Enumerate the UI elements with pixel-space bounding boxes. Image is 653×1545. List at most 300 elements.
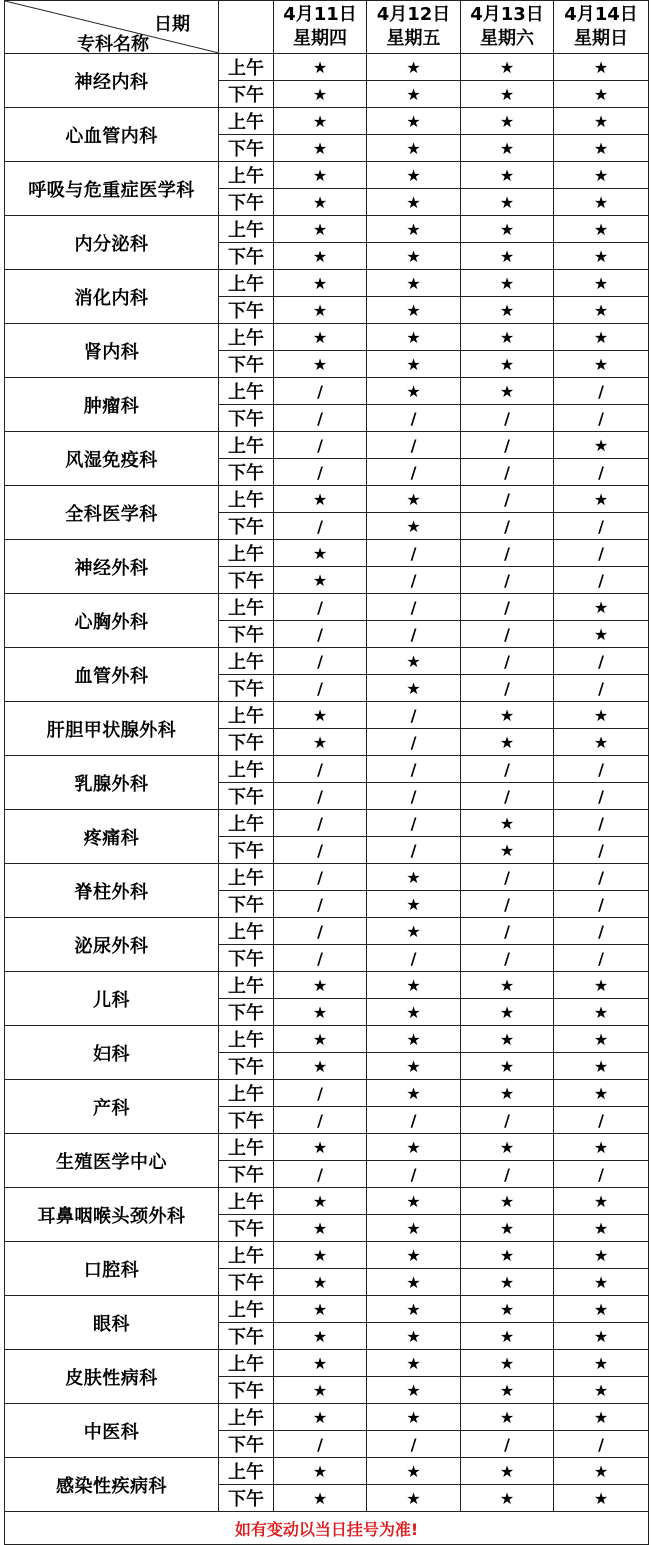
availability-cell: ★: [274, 54, 367, 81]
period-afternoon: 下午: [219, 189, 274, 216]
availability-cell: /: [554, 1161, 649, 1188]
availability-cell: ★: [367, 486, 461, 513]
period-afternoon: 下午: [219, 81, 274, 108]
period-afternoon: 下午: [219, 351, 274, 378]
schedule-row: [5, 216, 649, 243]
availability-cell: ★: [461, 1350, 554, 1377]
availability-cell: ★: [274, 324, 367, 351]
availability-cell: ★: [274, 1485, 367, 1512]
availability-cell: /: [274, 378, 367, 405]
period-afternoon: 下午: [219, 999, 274, 1026]
availability-cell: ★: [367, 243, 461, 270]
availability-cell: ★: [367, 1215, 461, 1242]
department-name: 全科医学科: [5, 486, 219, 540]
period-afternoon: 下午: [219, 1323, 274, 1350]
availability-cell: /: [554, 945, 649, 972]
availability-cell: ★: [461, 1080, 554, 1107]
schedule-row: [5, 1296, 649, 1323]
period-afternoon: 下午: [219, 459, 274, 486]
period-morning: 上午: [219, 378, 274, 405]
period-morning: 上午: [219, 54, 274, 81]
period-afternoon: 下午: [219, 1215, 274, 1242]
period-morning: 上午: [219, 594, 274, 621]
availability-cell: /: [461, 756, 554, 783]
header-date-cell: [367, 1, 461, 54]
schedule-sheet: [4, 0, 648, 1545]
period-afternoon: 下午: [219, 513, 274, 540]
availability-cell: /: [461, 1431, 554, 1458]
period-morning: 上午: [219, 756, 274, 783]
availability-cell: ★: [367, 1377, 461, 1404]
date-label: 4月13日: [470, 4, 544, 25]
header-date-cell: [274, 1, 367, 54]
availability-cell: /: [367, 783, 461, 810]
header-period-cell: [219, 1, 274, 54]
availability-cell: ★: [367, 1485, 461, 1512]
availability-cell: /: [367, 459, 461, 486]
weekday-label: 星期五: [386, 28, 441, 49]
department-name: 心血管内科: [5, 108, 219, 162]
period-morning: 上午: [219, 1350, 274, 1377]
availability-cell: ★: [367, 918, 461, 945]
department-name: 脊柱外科: [5, 864, 219, 918]
availability-cell: ★: [367, 324, 461, 351]
availability-cell: ★: [461, 999, 554, 1026]
department-name: 皮肤性病科: [5, 1350, 219, 1404]
availability-cell: ★: [367, 675, 461, 702]
availability-cell: ★: [367, 270, 461, 297]
department-name: 内分泌科: [5, 216, 219, 270]
availability-cell: ★: [461, 378, 554, 405]
availability-cell: ★: [461, 1404, 554, 1431]
availability-cell: ★: [554, 324, 649, 351]
period-afternoon: 下午: [219, 405, 274, 432]
department-name: 呼吸与危重症医学科: [5, 162, 219, 216]
availability-cell: ★: [367, 1296, 461, 1323]
availability-cell: ★: [367, 1134, 461, 1161]
availability-cell: /: [461, 918, 554, 945]
availability-cell: /: [554, 567, 649, 594]
availability-cell: /: [461, 486, 554, 513]
department-name: 耳鼻咽喉头颈外科: [5, 1188, 219, 1242]
availability-cell: ★: [461, 1458, 554, 1485]
schedule-row: [5, 432, 649, 459]
period-afternoon: 下午: [219, 1053, 274, 1080]
period-afternoon: 下午: [219, 1485, 274, 1512]
header-corner-cell: [5, 1, 219, 54]
availability-cell: /: [461, 783, 554, 810]
availability-cell: ★: [461, 54, 554, 81]
availability-cell: ★: [554, 702, 649, 729]
availability-cell: ★: [274, 1296, 367, 1323]
period-morning: 上午: [219, 1080, 274, 1107]
availability-cell: ★: [274, 189, 367, 216]
availability-cell: ★: [274, 135, 367, 162]
department-name: 泌尿外科: [5, 918, 219, 972]
department-name: 儿科: [5, 972, 219, 1026]
availability-cell: ★: [461, 1269, 554, 1296]
department-name: 神经内科: [5, 54, 219, 108]
availability-cell: ★: [367, 378, 461, 405]
availability-cell: ★: [554, 1485, 649, 1512]
department-name: 生殖医学中心: [5, 1134, 219, 1188]
availability-cell: /: [274, 432, 367, 459]
availability-cell: ★: [554, 1323, 649, 1350]
schedule-row: [5, 378, 649, 405]
availability-cell: ★: [461, 216, 554, 243]
period-afternoon: 下午: [219, 729, 274, 756]
availability-cell: ★: [274, 999, 367, 1026]
availability-cell: /: [554, 783, 649, 810]
availability-cell: ★: [367, 1404, 461, 1431]
availability-cell: /: [367, 621, 461, 648]
availability-cell: /: [554, 1431, 649, 1458]
availability-cell: /: [554, 810, 649, 837]
period-afternoon: 下午: [219, 1107, 274, 1134]
department-name: 风湿免疫科: [5, 432, 219, 486]
availability-cell: ★: [554, 81, 649, 108]
availability-cell: /: [367, 594, 461, 621]
schedule-row: [5, 702, 649, 729]
availability-cell: ★: [461, 135, 554, 162]
availability-cell: ★: [461, 189, 554, 216]
availability-cell: ★: [554, 1026, 649, 1053]
period-afternoon: 下午: [219, 783, 274, 810]
period-afternoon: 下午: [219, 891, 274, 918]
department-axis-label: 专科名称: [77, 34, 149, 54]
availability-cell: ★: [274, 702, 367, 729]
availability-cell: ★: [554, 621, 649, 648]
availability-cell: /: [274, 459, 367, 486]
availability-cell: /: [554, 918, 649, 945]
availability-cell: /: [367, 1161, 461, 1188]
availability-cell: ★: [274, 1215, 367, 1242]
department-name: 消化内科: [5, 270, 219, 324]
period-afternoon: 下午: [219, 1377, 274, 1404]
availability-cell: ★: [554, 1242, 649, 1269]
availability-cell: ★: [554, 162, 649, 189]
period-morning: 上午: [219, 486, 274, 513]
period-morning: 上午: [219, 1458, 274, 1485]
period-morning: 上午: [219, 1134, 274, 1161]
availability-cell: ★: [367, 1053, 461, 1080]
availability-cell: ★: [274, 216, 367, 243]
schedule-row: [5, 486, 649, 513]
availability-cell: /: [274, 756, 367, 783]
period-morning: 上午: [219, 864, 274, 891]
availability-cell: ★: [461, 1296, 554, 1323]
department-name: 眼科: [5, 1296, 219, 1350]
availability-cell: ★: [274, 540, 367, 567]
period-afternoon: 下午: [219, 243, 274, 270]
availability-cell: ★: [274, 729, 367, 756]
availability-cell: /: [274, 405, 367, 432]
period-morning: 上午: [219, 270, 274, 297]
schedule-row: [5, 864, 649, 891]
availability-cell: ★: [461, 108, 554, 135]
schedule-row: [5, 54, 649, 81]
period-morning: 上午: [219, 648, 274, 675]
availability-cell: ★: [461, 162, 554, 189]
availability-cell: ★: [554, 1350, 649, 1377]
schedule-row: [5, 270, 649, 297]
availability-cell: /: [274, 864, 367, 891]
department-name: 妇科: [5, 1026, 219, 1080]
availability-cell: ★: [554, 1188, 649, 1215]
availability-cell: ★: [554, 189, 649, 216]
availability-cell: ★: [554, 999, 649, 1026]
date-label: 4月11日: [283, 4, 357, 25]
availability-cell: /: [554, 459, 649, 486]
availability-cell: ★: [554, 54, 649, 81]
availability-cell: ★: [274, 1350, 367, 1377]
period-morning: 上午: [219, 432, 274, 459]
availability-cell: ★: [554, 1080, 649, 1107]
availability-cell: ★: [554, 270, 649, 297]
availability-cell: ★: [367, 81, 461, 108]
period-afternoon: 下午: [219, 1161, 274, 1188]
availability-cell: ★: [461, 1188, 554, 1215]
availability-cell: ★: [554, 351, 649, 378]
period-morning: 上午: [219, 1026, 274, 1053]
availability-cell: /: [554, 1107, 649, 1134]
availability-cell: /: [554, 756, 649, 783]
header-date-cell: [461, 1, 554, 54]
availability-cell: /: [554, 891, 649, 918]
schedule-row: [5, 594, 649, 621]
availability-cell: ★: [461, 1026, 554, 1053]
availability-cell: ★: [367, 1188, 461, 1215]
period-afternoon: 下午: [219, 945, 274, 972]
availability-cell: ★: [461, 1242, 554, 1269]
period-morning: 上午: [219, 324, 274, 351]
availability-cell: /: [461, 513, 554, 540]
availability-cell: ★: [367, 135, 461, 162]
availability-cell: ★: [367, 1242, 461, 1269]
availability-cell: ★: [274, 108, 367, 135]
schedule-row: [5, 108, 649, 135]
availability-cell: ★: [554, 135, 649, 162]
availability-cell: ★: [554, 1296, 649, 1323]
availability-cell: /: [461, 594, 554, 621]
schedule-table: [4, 0, 649, 1545]
department-name: 感染性疾病科: [5, 1458, 219, 1512]
availability-cell: ★: [554, 243, 649, 270]
header-date-cell: [554, 1, 649, 54]
date-axis-label: 日期: [154, 14, 190, 35]
schedule-row: [5, 162, 649, 189]
period-morning: 上午: [219, 1296, 274, 1323]
department-name: 中医科: [5, 1404, 219, 1458]
availability-cell: /: [274, 837, 367, 864]
availability-cell: ★: [367, 1350, 461, 1377]
department-name: 血管外科: [5, 648, 219, 702]
availability-cell: /: [461, 432, 554, 459]
availability-cell: ★: [554, 729, 649, 756]
schedule-row: [5, 324, 649, 351]
availability-cell: ★: [274, 1053, 367, 1080]
availability-cell: /: [274, 891, 367, 918]
availability-cell: ★: [554, 1269, 649, 1296]
period-morning: 上午: [219, 918, 274, 945]
weekday-label: 星期日: [574, 28, 628, 49]
schedule-row: [5, 810, 649, 837]
availability-cell: /: [367, 1107, 461, 1134]
availability-cell: /: [274, 810, 367, 837]
period-afternoon: 下午: [219, 567, 274, 594]
period-afternoon: 下午: [219, 837, 274, 864]
availability-cell: /: [367, 810, 461, 837]
availability-cell: ★: [554, 297, 649, 324]
availability-cell: ★: [367, 648, 461, 675]
availability-cell: /: [274, 513, 367, 540]
availability-cell: ★: [461, 297, 554, 324]
availability-cell: /: [367, 729, 461, 756]
availability-cell: ★: [274, 1377, 367, 1404]
availability-cell: ★: [461, 1377, 554, 1404]
availability-cell: ★: [274, 1188, 367, 1215]
schedule-row: [5, 1026, 649, 1053]
availability-cell: ★: [367, 162, 461, 189]
availability-cell: ★: [461, 1323, 554, 1350]
schedule-row: [5, 1350, 649, 1377]
availability-cell: ★: [461, 351, 554, 378]
period-morning: 上午: [219, 162, 274, 189]
availability-cell: /: [274, 945, 367, 972]
period-morning: 上午: [219, 1242, 274, 1269]
availability-cell: /: [274, 621, 367, 648]
department-name: 产科: [5, 1080, 219, 1134]
date-label: 4月12日: [376, 4, 451, 25]
availability-cell: ★: [367, 972, 461, 999]
availability-cell: ★: [554, 594, 649, 621]
availability-cell: ★: [461, 1053, 554, 1080]
period-afternoon: 下午: [219, 1269, 274, 1296]
availability-cell: /: [461, 891, 554, 918]
schedule-row: [5, 1134, 649, 1161]
availability-cell: ★: [367, 1269, 461, 1296]
availability-cell: /: [274, 675, 367, 702]
availability-cell: ★: [274, 1026, 367, 1053]
availability-cell: ★: [274, 1134, 367, 1161]
availability-cell: /: [367, 945, 461, 972]
availability-cell: /: [274, 1080, 367, 1107]
availability-cell: ★: [274, 297, 367, 324]
availability-cell: ★: [274, 351, 367, 378]
date-label: 4月14日: [564, 4, 638, 25]
period-morning: 上午: [219, 1404, 274, 1431]
availability-cell: /: [554, 648, 649, 675]
availability-cell: /: [461, 405, 554, 432]
schedule-row: [5, 1188, 649, 1215]
department-name: 乳腺外科: [5, 756, 219, 810]
availability-cell: /: [461, 648, 554, 675]
availability-cell: ★: [461, 270, 554, 297]
availability-cell: ★: [554, 1404, 649, 1431]
footer-note: 如有变动以当日挂号为准!: [5, 1512, 649, 1545]
schedule-row: [5, 1080, 649, 1107]
availability-cell: /: [461, 567, 554, 594]
availability-cell: /: [461, 459, 554, 486]
availability-cell: /: [461, 675, 554, 702]
period-afternoon: 下午: [219, 297, 274, 324]
availability-cell: ★: [274, 567, 367, 594]
availability-cell: ★: [367, 864, 461, 891]
schedule-row: [5, 756, 649, 783]
period-afternoon: 下午: [219, 675, 274, 702]
availability-cell: /: [461, 945, 554, 972]
availability-cell: ★: [554, 486, 649, 513]
availability-cell: ★: [274, 1242, 367, 1269]
availability-cell: ★: [461, 837, 554, 864]
schedule-row: [5, 972, 649, 999]
availability-cell: ★: [274, 1269, 367, 1296]
availability-cell: ★: [367, 891, 461, 918]
availability-cell: ★: [367, 216, 461, 243]
availability-cell: /: [274, 918, 367, 945]
period-morning: 上午: [219, 108, 274, 135]
availability-cell: ★: [461, 972, 554, 999]
availability-cell: ★: [367, 54, 461, 81]
availability-cell: ★: [554, 1458, 649, 1485]
period-morning: 上午: [219, 216, 274, 243]
availability-cell: ★: [554, 1134, 649, 1161]
availability-cell: /: [367, 756, 461, 783]
availability-cell: ★: [367, 189, 461, 216]
department-name: 肾内科: [5, 324, 219, 378]
availability-cell: ★: [461, 729, 554, 756]
schedule-row: [5, 1458, 649, 1485]
availability-cell: ★: [461, 324, 554, 351]
availability-cell: /: [554, 837, 649, 864]
schedule-row: [5, 648, 649, 675]
availability-cell: /: [367, 702, 461, 729]
availability-cell: ★: [274, 81, 367, 108]
availability-cell: /: [554, 378, 649, 405]
availability-cell: ★: [461, 810, 554, 837]
footer-row: [5, 1512, 649, 1545]
availability-cell: ★: [274, 162, 367, 189]
period-afternoon: 下午: [219, 621, 274, 648]
department-name: 肿瘤科: [5, 378, 219, 432]
availability-cell: /: [554, 513, 649, 540]
period-morning: 上午: [219, 810, 274, 837]
schedule-row: [5, 918, 649, 945]
period-morning: 上午: [219, 972, 274, 999]
availability-cell: ★: [554, 1377, 649, 1404]
availability-cell: ★: [274, 972, 367, 999]
weekday-label: 星期四: [293, 28, 347, 49]
availability-cell: ★: [274, 1404, 367, 1431]
availability-cell: ★: [367, 999, 461, 1026]
availability-cell: ★: [554, 432, 649, 459]
period-afternoon: 下午: [219, 135, 274, 162]
availability-cell: ★: [461, 1215, 554, 1242]
availability-cell: /: [461, 864, 554, 891]
availability-cell: ★: [461, 243, 554, 270]
department-name: 口腔科: [5, 1242, 219, 1296]
period-morning: 上午: [219, 1188, 274, 1215]
availability-cell: /: [367, 540, 461, 567]
availability-cell: /: [274, 1161, 367, 1188]
availability-cell: ★: [274, 270, 367, 297]
availability-cell: /: [367, 432, 461, 459]
weekday-label: 星期六: [480, 28, 534, 49]
availability-cell: ★: [274, 243, 367, 270]
availability-cell: /: [274, 783, 367, 810]
period-afternoon: 下午: [219, 1431, 274, 1458]
availability-cell: ★: [274, 1458, 367, 1485]
